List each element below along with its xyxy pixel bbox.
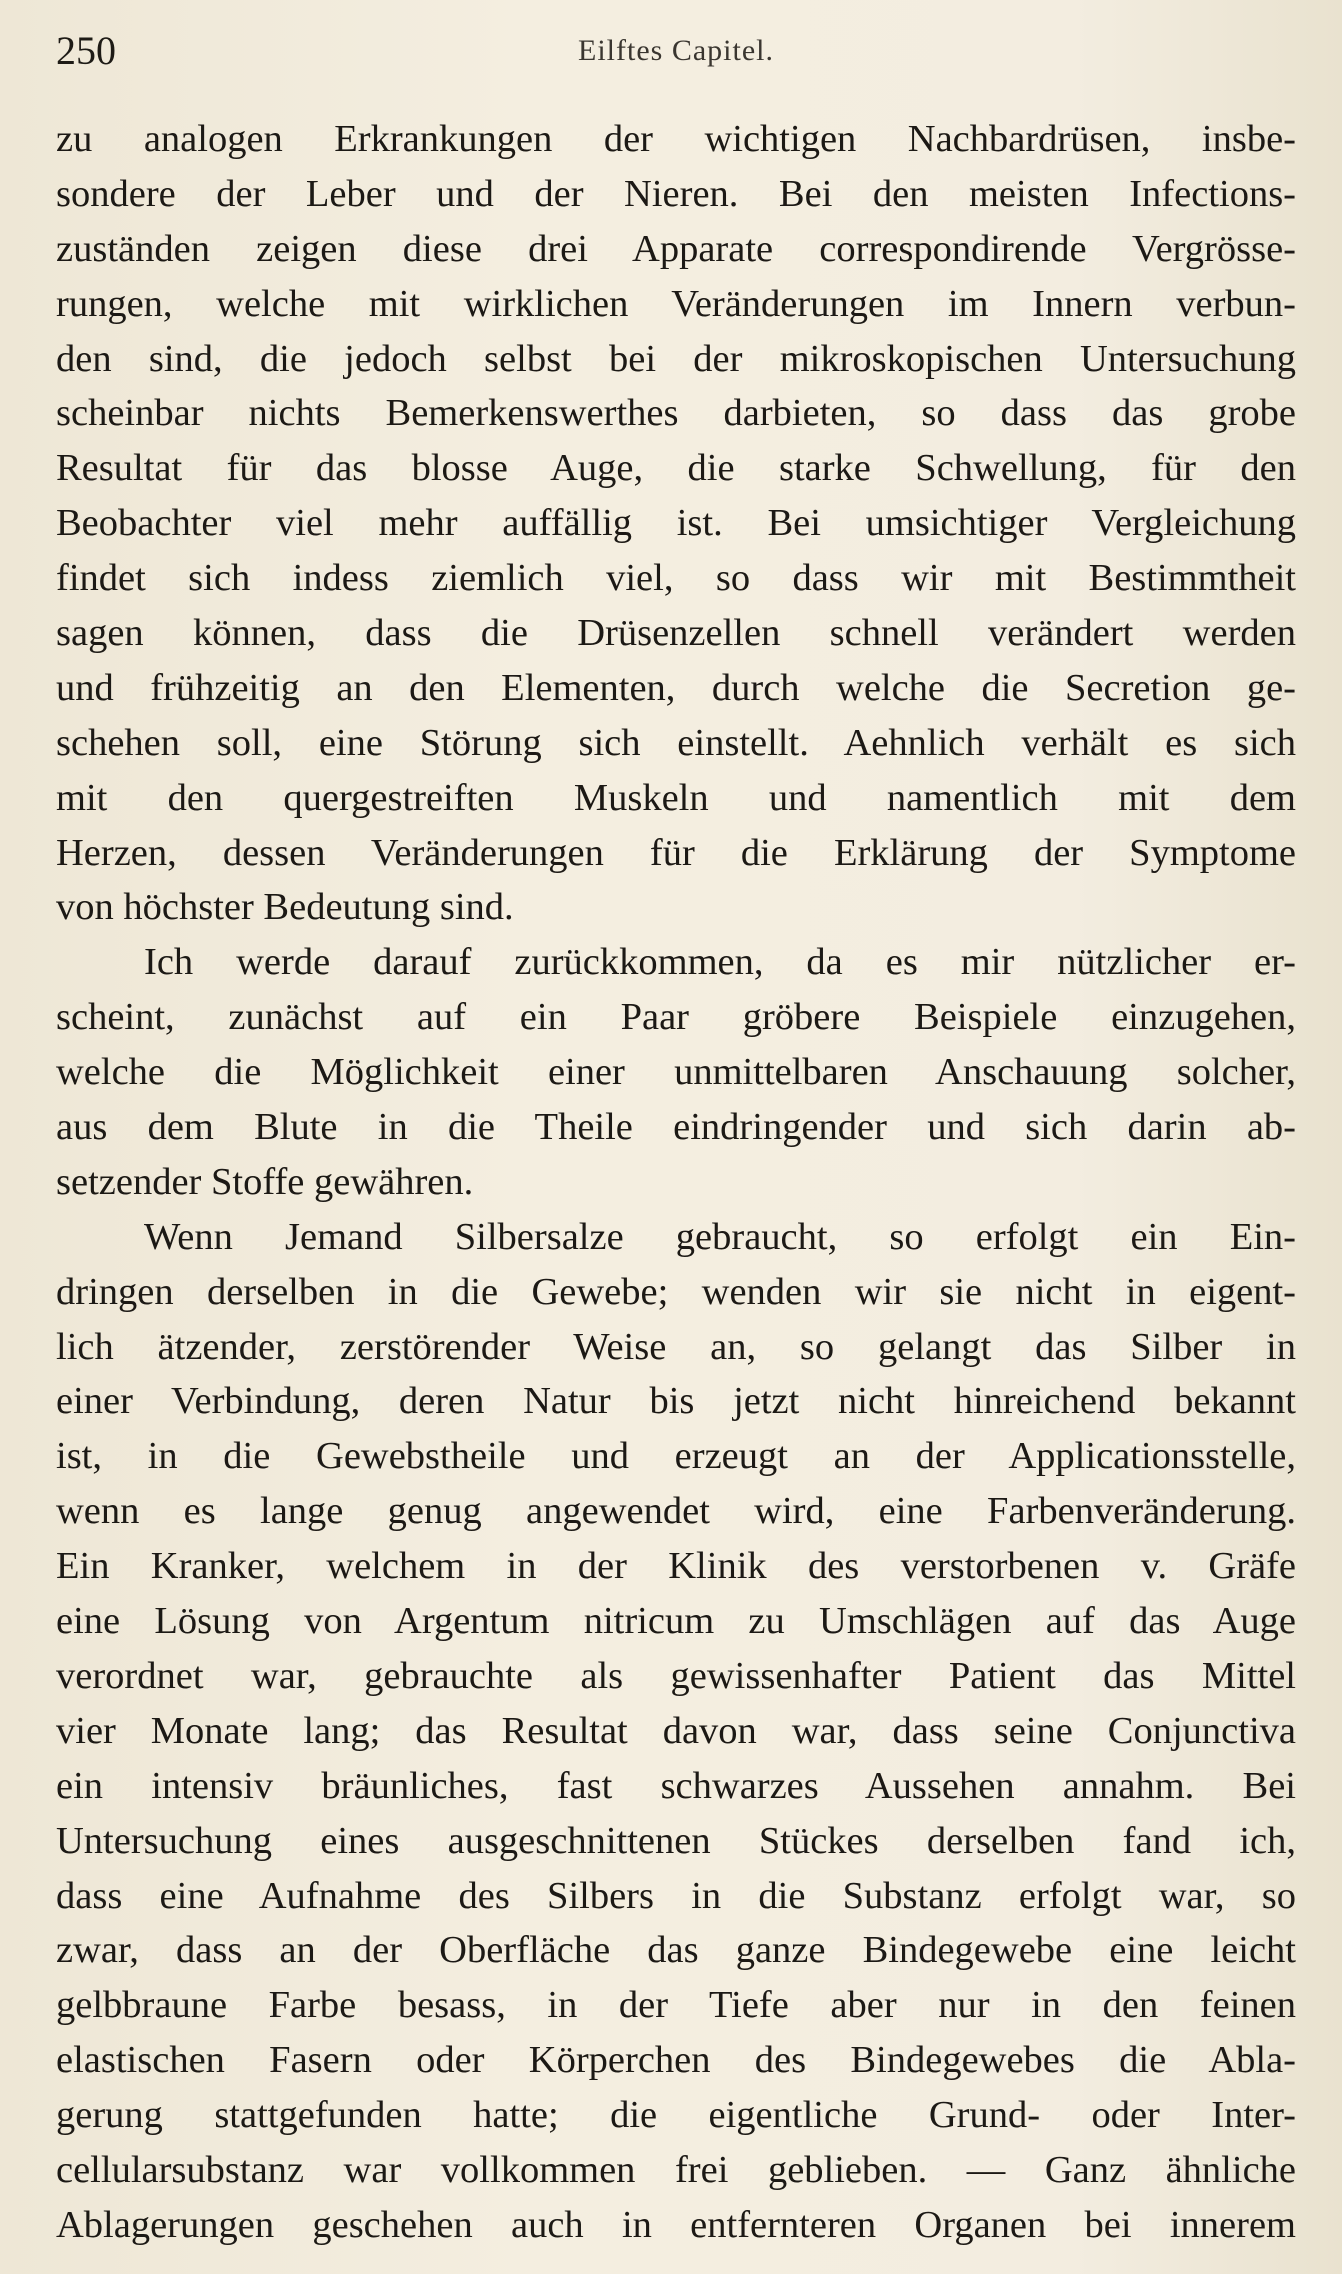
text-line: lich ätzender, zerstörender Weise an, so gelangt das Silber in	[56, 1325, 1296, 1368]
text-line: Resultat für das blosse Auge, die starke Schwellung, für den	[56, 447, 1296, 490]
text-line: zwar, dass an der Oberfläche das ganze Bindegewebe eine leicht	[56, 1929, 1296, 1972]
paragraph-start-line: Wenn Jemand Silbersalze gebraucht, so erfolgt ein Ein-	[144, 1215, 1296, 1258]
text-line: dringen derselben in die Gewebe; wenden wir sie nicht in eigent-	[56, 1270, 1296, 1313]
text-line: einer Verbindung, deren Natur bis jetzt nicht hinreichend bekannt	[56, 1380, 1296, 1423]
text-line: Ein Kranker, welchem in der Klinik des verstorbenen v. Gräfe	[56, 1545, 1296, 1588]
paragraph-end-line: von höchster Bedeutung sind.	[56, 886, 514, 929]
page-header	[56, 26, 1296, 76]
text-line: gerung stattgefunden hatte; die eigentliche Grund- oder Inter-	[56, 2094, 1296, 2137]
text-line: verordnet war, gebrauchte als gewissenhafter Patient das Mittel	[56, 1654, 1296, 1697]
text-line: Herzen, dessen Veränderungen für die Erklärung der Symptome	[56, 831, 1296, 874]
text-line: gelbbraune Farbe besass, in der Tiefe aber nur in den feinen	[56, 1984, 1296, 2027]
text-line: eine Lösung von Argentum nitricum zu Umschlägen auf das Auge	[56, 1600, 1296, 1643]
text-line: Beobachter viel mehr auffällig ist. Bei umsichtiger Vergleichung	[56, 502, 1296, 545]
text-line: Ablagerungen geschehen auch in entfernteren Organen bei innerem	[56, 2203, 1296, 2246]
text-line: findet sich indess ziemlich viel, so dass wir mit Bestimmtheit	[56, 557, 1296, 600]
text-line: elastischen Fasern oder Körperchen des Bindegewebes die Abla-	[56, 2039, 1296, 2082]
paragraph-start-line: Ich werde darauf zurückkommen, da es mir nützlicher er-	[144, 941, 1296, 984]
text-line: scheinbar nichts Bemerkenswerthes darbieten, so dass das grobe	[56, 392, 1296, 435]
text-line: mit den quergestreiften Muskeln und namentlich mit dem	[56, 776, 1296, 819]
text-line: zu analogen Erkrankungen der wichtigen Nachbardrüsen, insbe-	[56, 118, 1296, 160]
page-number: 250	[56, 28, 116, 73]
text-line: scheint, zunächst auf ein Paar gröbere Beispiele einzugehen,	[56, 996, 1296, 1039]
text-line: sagen können, dass die Drüsenzellen schnell verändert werden	[56, 612, 1296, 655]
text-line: cellularsubstanz war vollkommen frei geblieben. — Ganz ähnliche	[56, 2148, 1296, 2191]
text-line: welche die Möglichkeit einer unmittelbaren Anschauung solcher,	[56, 1051, 1296, 1094]
text-line: sondere der Leber und der Nieren. Bei den meisten Infections-	[56, 172, 1296, 215]
text-line: ist, in die Gewebstheile und erzeugt an der Applicationsstelle,	[56, 1435, 1296, 1478]
running-head: Eilftes Capitel.	[578, 34, 774, 67]
paragraph-end-line: setzender Stoffe gewähren.	[56, 1160, 474, 1203]
text-line: aus dem Blute in die Theile eindringender und sich darin ab-	[56, 1106, 1296, 1149]
text-line: und frühzeitig an den Elementen, durch welche die Secretion ge-	[56, 666, 1296, 709]
text-line: dass eine Aufnahme des Silbers in die Substanz erfolgt war, so	[56, 1874, 1296, 1917]
text-line: vier Monate lang; das Resultat davon war, dass seine Conjunctiva	[56, 1709, 1296, 1752]
text-line: wenn es lange genug angewendet wird, eine Farbenveränderung.	[56, 1490, 1296, 1533]
text-line: rungen, welche mit wirklichen Veränderungen im Innern verbun-	[56, 282, 1296, 325]
text-line: den sind, die jedoch selbst bei der mikroskopischen Untersuchung	[56, 337, 1296, 380]
text-line: schehen soll, eine Störung sich einstellt. Aehnlich verhält es sich	[56, 721, 1296, 764]
text-line: zuständen zeigen diese drei Apparate correspondirende Vergrösse-	[56, 227, 1296, 270]
body-text	[56, 112, 1296, 2253]
text-line: ein intensiv bräunliches, fast schwarzes Aussehen annahm. Bei	[56, 1764, 1296, 1807]
text-line: Untersuchung eines ausgeschnittenen Stückes derselben fand ich,	[56, 1819, 1296, 1862]
